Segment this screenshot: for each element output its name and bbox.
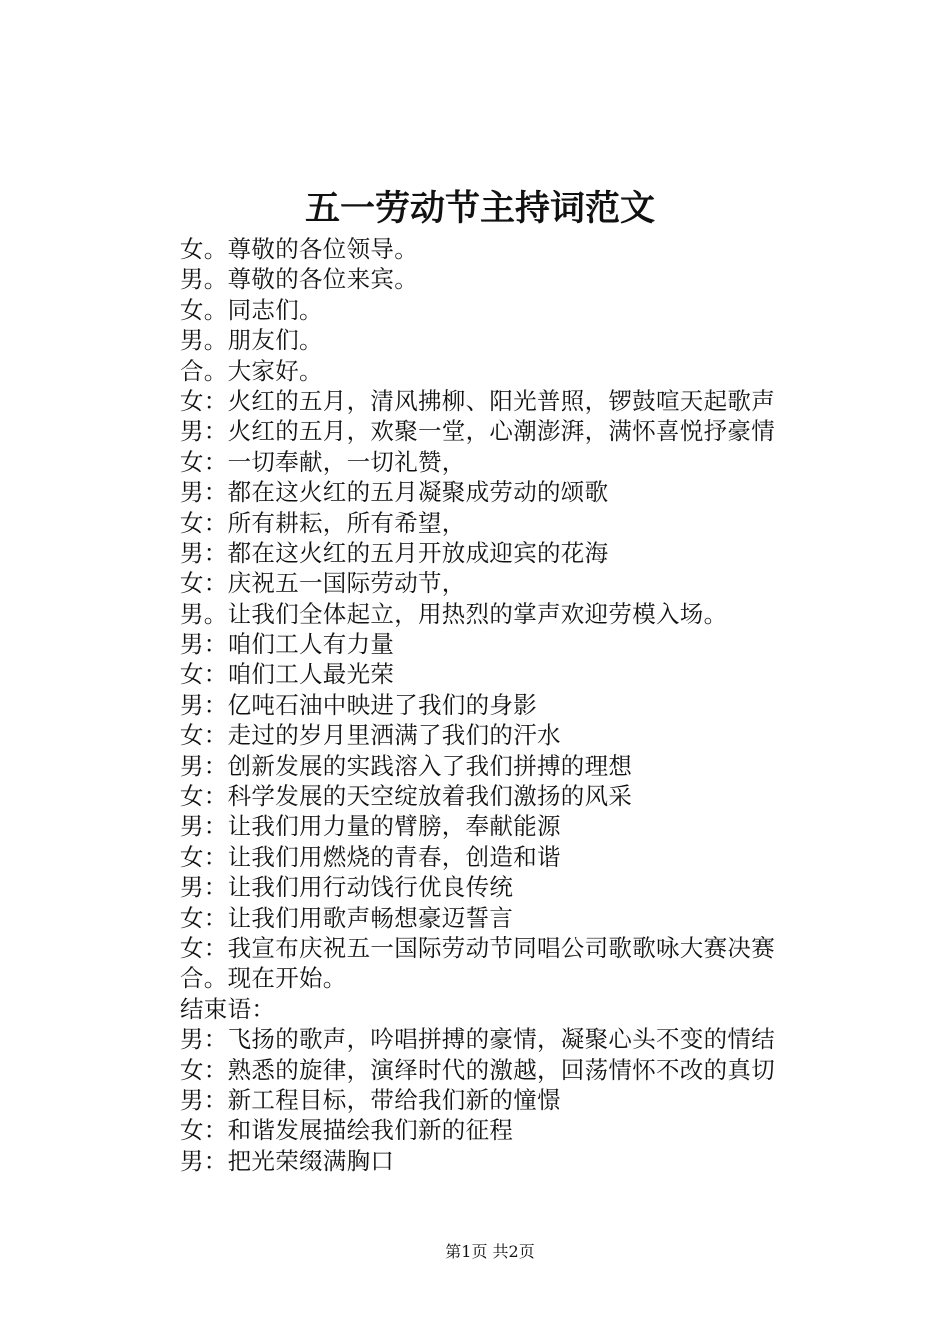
text-line: 女：咱们工人最光荣 [180, 660, 395, 689]
text-line: 女：走过的岁月里洒满了我们的汗水 [180, 721, 561, 750]
text-line: 男：亿吨石油中映进了我们的身影 [180, 690, 537, 719]
text-line: 男：飞扬的歌声，吟唱拼搏的豪情，凝聚心头不变的情结 [180, 1025, 775, 1054]
text-line: 女：我宣布庆祝五一国际劳动节同唱公司歌歌咏大赛决赛 [180, 933, 775, 962]
text-line: 女：熟悉的旋律，演绎时代的激越，回荡情怀不改的真切 [180, 1055, 775, 1084]
text-line: 女：所有耕耘，所有希望， [180, 508, 466, 537]
text-line: 女。同志们。 [180, 295, 323, 324]
text-line: 男。让我们全体起立，用热烈的掌声欢迎劳模入场。 [180, 599, 728, 628]
text-line: 女：让我们用歌声畅想豪迈誓言 [180, 903, 514, 932]
text-line: 女：科学发展的天空绽放着我们激扬的风采 [180, 782, 633, 811]
text-line: 男：让我们用行动饯行优良传统 [180, 873, 514, 902]
text-line: 女：火红的五月，清风拂柳、阳光普照，锣鼓喧天起歌声 [180, 386, 775, 415]
text-line: 女：一切奉献，一切礼赞， [180, 447, 466, 476]
text-line: 女。尊敬的各位领导。 [180, 235, 418, 263]
text-line: 结束语： [180, 994, 276, 1023]
text-line: 男：让我们用力量的臂膀，奉献能源 [180, 812, 561, 841]
text-line: 男：都在这火红的五月凝聚成劳动的颂歌 [180, 478, 609, 507]
text-line: 女：让我们用燃烧的青春，创造和谐 [180, 842, 561, 871]
text-line: 男：把光荣缀满胸口 [180, 1146, 395, 1175]
document-title: 五一劳动节主持词范文 [304, 188, 655, 229]
page-footer: 第1页 共2页 [445, 1242, 535, 1261]
text-line: 男：新工程目标，带给我们新的憧憬 [180, 1085, 561, 1114]
text-line: 男：都在这火红的五月开放成迎宾的花海 [180, 538, 609, 567]
text-line: 男：咱们工人有力量 [180, 630, 395, 659]
text-line: 女：庆祝五一国际劳动节， [180, 569, 466, 598]
text-line: 男：创新发展的实践溶入了我们拼搏的理想 [180, 751, 633, 780]
text-line: 合。大家好。 [180, 356, 323, 385]
document-body [180, 234, 840, 1176]
text-line: 合。现在开始。 [180, 964, 347, 993]
text-line: 男。尊敬的各位来宾。 [180, 265, 418, 294]
text-line: 男：火红的五月，欢聚一堂，心潮澎湃，满怀喜悦抒豪情 [180, 417, 775, 446]
text-line: 女：和谐发展描绘我们新的征程 [180, 1116, 514, 1145]
text-line: 男。朋友们。 [180, 326, 323, 355]
